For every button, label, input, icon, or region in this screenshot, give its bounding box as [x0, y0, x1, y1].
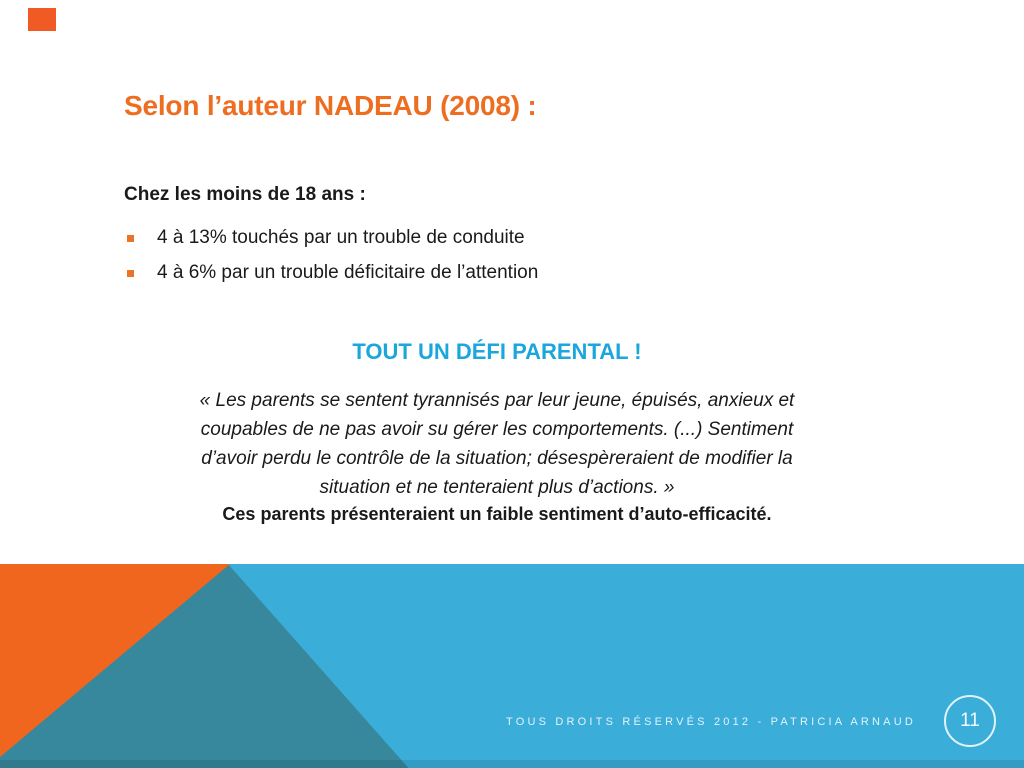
bullet-text: 4 à 13% touchés par un trouble de conduite [157, 227, 525, 248]
band-bottom-strip [0, 760, 1024, 768]
quote-line: situation et ne tenteraient plus d’actions. » [319, 477, 675, 498]
conclusion-text: Ces parents présenteraient un faible sentiment d’auto-efficacité. [222, 504, 772, 524]
callout-heading: TOUT UN DÉFI PARENTAL ! [352, 339, 642, 364]
bullet-square-icon [127, 235, 134, 242]
quote-block [0, 386, 994, 502]
footer-row [506, 695, 996, 747]
bullet-square-icon [127, 270, 134, 277]
orange-accent-square [28, 8, 56, 31]
quote-line: d’avoir perdu le contrôle de la situation; désespèreraient de modifier la [201, 448, 793, 469]
bullet-item [127, 261, 887, 285]
page-number-badge [944, 695, 996, 747]
quote-line: coupables de ne pas avoir su gérer les comportements. (...) Sentiment [200, 419, 794, 440]
bullet-text: 4 à 6% par un trouble déficitaire de l’attention [157, 262, 539, 283]
footer-copyright: TOUS DROITS RÉSERVÉS 2012 - PATRICIA ARNAUD [505, 716, 916, 728]
page-number: 11 [960, 710, 980, 731]
quote-line: « Les parents se sentent tyrannisés par leur jeune, épuisés, anxieux et [199, 390, 795, 411]
page-title: Selon l’auteur NADEAU (2008) : [124, 90, 537, 121]
bullet-item [127, 226, 887, 250]
subtitle-heading: Chez les moins de 18 ans : [124, 184, 366, 205]
